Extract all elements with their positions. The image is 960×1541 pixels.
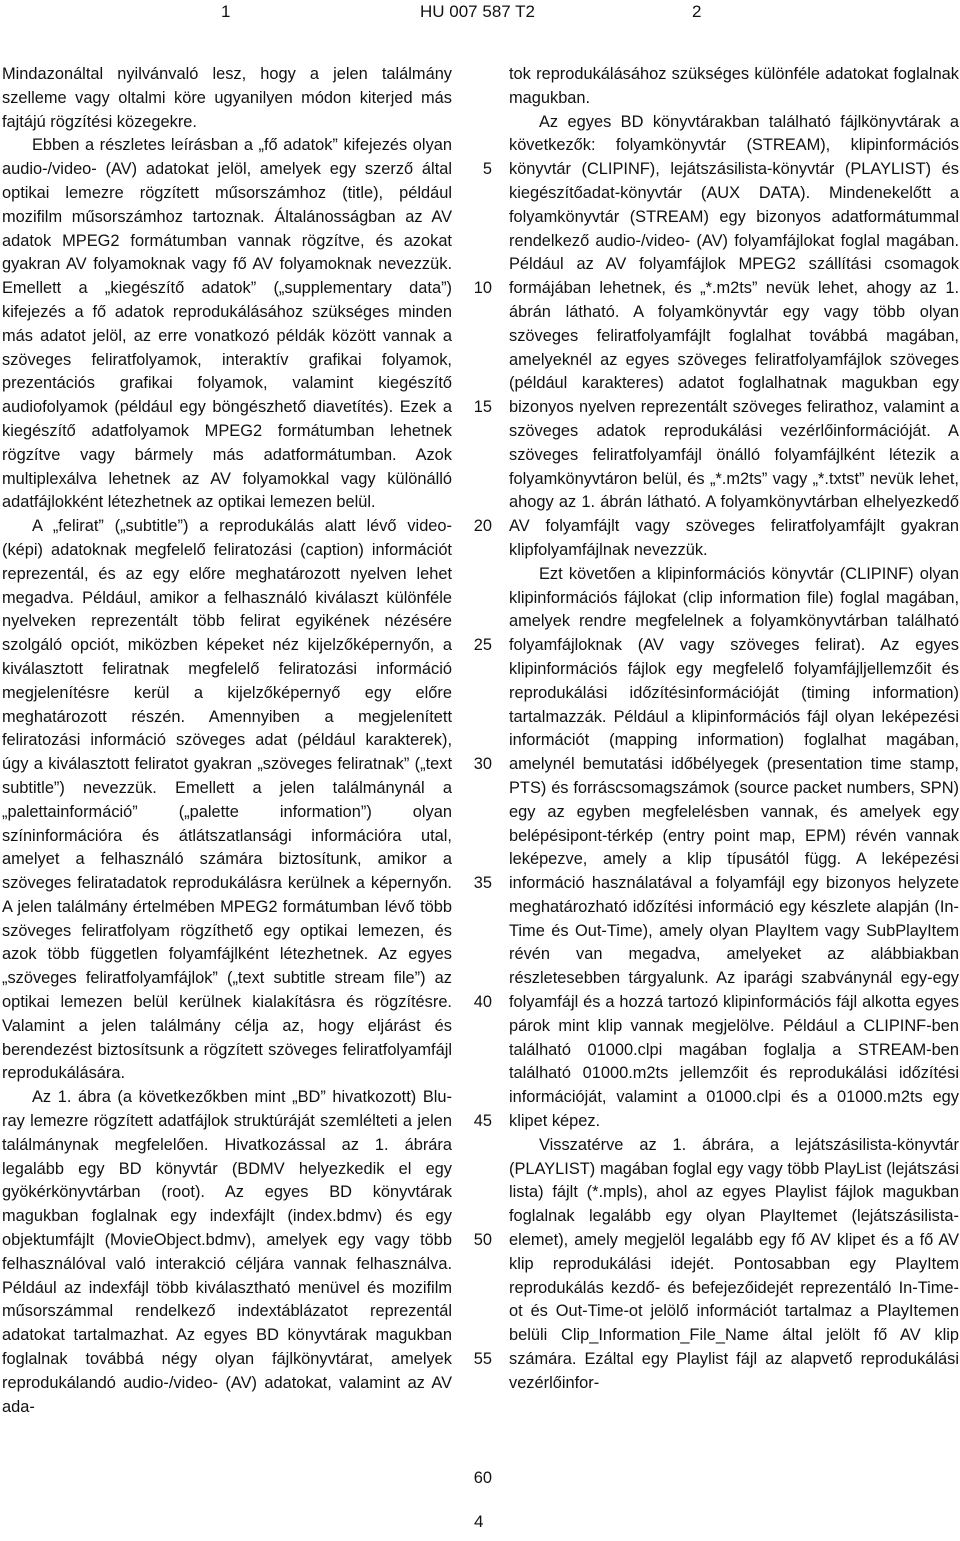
line-number: 45 [473,1112,492,1130]
line-number: 35 [473,874,492,892]
left-column [2,63,452,1419]
paragraph: Mindazonáltal nyilvánvaló lesz, hogy a jelen találmány szelleme vagy oltalmi köre ugyanilyen módon kiterjed más fajtájú rögzítési közegekre. [2,65,452,131]
line-number: 5 [482,160,492,178]
paragraph: Az egyes BD könyvtárakban található fájlkönyvtárak a következők: folyamkönyvtár (STREAM), klipinformációs könyvtár (CLIPINF), lejátszásilista-könyvtár (PLAYLIST) és kiegészítőadat-könyvtár (AUX DATA). Mindenekelőtt a folyamkönyvtár (STREAM) egy bizonyos adatformátummal rendelkező audio-/video- (AV) folyamfájlokat foglal magában. Például az AV folyamfájlok MPEG2 szállítási csomagok formájában lehetnek, és „*.m2ts” nevük lehet, ahogy az 1. ábrán látható. A folyamkönyvtár egy vagy több olyan szöveges feliratfolyamfájlt foglalhat továbbá magában, amelyeknél az egyes szöveges feliratfolyamfájlok szöveges (például karakteres) adatot foglalhatnak magukban egy bizonyos nyelven reprezentált szöveges felirathoz, valamint a szöveges adatok reprodukálási vezérlőinformációját. A szöveges feliratfolyamfájl önálló folyamfájlként létezik a folyamkönyvtáron belül, és „*.m2ts” vagy „*.txtst” nevük lehet, ahogy az 1. ábrán látható. A folyamkönyvtárban elhelyezkedő AV folyamfájlt vagy szöveges feliratfolyamfájlt gyakran klipfolyamfájlnak nevezzük. [509,112,959,559]
line-number: 60 [473,1469,492,1487]
paragraph: Ebben a részletes leírásban a „fő adatok” kifejezés olyan audio-/video- (AV) adatokat jelöl, amelyek egy szerző által optikai lemezre rögzített műsorszámhoz (title), például mozifilm műsorszámhoz tartoznak. Általánosságban az AV adatok MPEG2 formátumban vannak rögzítve, és azokat gyakran AV folyamoknak vagy fő AV folyamoknak nevezzük. Emellett a „kiegészítő adatok” („supplementary data”) kifejezés a fő adatok reprodukálásához szükséges minden más adatot jelöl, az erre vonatkozó példák között vannak a szöveges feliratfolyamok, interaktív grafikai folyamok, prezentációs grafikai folyamok, valamint kiegészítő audiofolyamok (például egy böngészhető diavetítés). Ezek a kiegészítő adatfolyamok MPEG2 formátumban lehetnek rögzítve vagy bármely más adatformátumban. Azok multiplexálva lehetnek az AV folyamokkal vagy különálló adatfájlokként létezhetnek az optikai lemezen belül. [2,136,452,512]
line-number: 50 [473,1231,492,1249]
right-page-number: 2 [692,2,702,21]
paragraph: Ezt követően a klipinformációs könyvtár (CLIPINF) olyan klipinformációs fájlokat (clip information file) foglal magában, amelyek rendre megfelelnek a folyamkönyvtárban található folyamfájloknak (AV vagy szöveges felirat). Az egyes klipinformációs fájlok egy megfelelő folyamfájljellemzőit és reprodukálási időzítésinformációját (timing information) tartalmazzák. Például a klipinformációs fájl olyan leképezési információt (mapping information) foglalhat magában, amelynél bemutatási időbélyegek (presentation time stamp, PTS) és forráscsomagszámok (source packet numbers, SPN) egy az egyben megfelelésben vannak, és amelyek egy belépésipont-térkép (entry point map, EPM) révén vannak leképezve, amely a klip típusától függ. A leképezési információ használatával a folyamfájl egy bizonyos helyzete meghatározható időzítési információ egy készlete alapján (In-Time és Out-Time), amely olyan PlayItem vagy SubPlayItem révén van megadva, amelyeket az alábbiakban részletesebben tárgyalunk. Az iparági szabványnál egy-egy folyamfájl és a hozzá tartozó klipinformációs fájl alkotta egyes párok mint klip vannak megjelölve. Például a CLIPINF-ben található 01000.clpi magában foglalja a STREAM-ben található 01000.m2ts jellemzőit és reprodukálási időzítési információját, valamint a 01000.clpi és a 01000.m2ts egy klipet képez. [509,564,959,1131]
page-footer-number: 4 [474,1512,484,1531]
line-number: 25 [473,636,492,654]
paragraph: tok reprodukálásához szükséges különféle adatokat foglalnak magukban. [509,65,959,107]
line-number: 40 [473,993,492,1011]
line-number: 15 [473,398,492,416]
line-number: 55 [473,1350,492,1368]
paragraph: Visszatérve az 1. ábrára, a lejátszásilista-könyvtár (PLAYLIST) magában foglal egy vagy több PlayList (lejátszási lista) fájlt (*.mpls), ahol az egyes Playlist fájlok magukban foglalnak legalább egy olyan PlayItemet (lejátszásilista-elemet), amely megjelöl legalább egy fő AV klipet és a fő AV klip reprodukálási idejét. Pontosabban egy PlayItem reprodukálás kezdő- és befejezőidejét reprezentáló In-Time-ot és Out-Time-ot jelölő információt tartalmaz a PlayItemen belüli Clip_Information_File_Name által jelölt fő AV klip számára. Ezáltal egy Playlist fájl az alapvető reprodukálási vezérlőinfor- [509,1135,959,1392]
line-number: 10 [473,279,492,297]
paragraph: A „felirat” („subtitle”) a reprodukálás alatt lévő video- (képi) adatoknak megfelelő feliratozási (caption) információt reprezentál, és az egy előre meghatározott nyelven lehet megadva. Például, amikor a felhasználó kiválaszt különféle nyelveken reprezentált több felirat egyikének nézésére szolgáló opciót, miközben képeket néz kijelzőképernyőn, a kiválasztott feliratnak megfelelő feliratozási információ megjelenítésre kerül a kijelzőképernyő egy előre meghatározott részén. Amennyiben a megjelenített feliratozási információ szöveges adat (például karakterek), úgy a kiválasztott feliratot gyakran „szöveges feliratnak” („text subtitle”) nevezzük. Emellett a jelen találmánynál a „palettainformáció” („palette information”) olyan színinformációra és átlátszatlansági információra utal, amelyet a felhasználó számára biztosítunk, amikor a szöveges feliratadatok reprodukálásra kerülnek a képernyőn. A jelen találmány értelmében MPEG2 formátumban lévő több szöveges feliratfolyam rögzíthető egy optikai lemezen, és azok több független folyamfájlként létezhetnek. Az egyes „szöveges feliratfolyamfájlok” („text subtitle stream file”) az optikai lemezen belül kerülnek kialakításra és rögzítésre. Valamint a jelen találmány célja az, hogy eljárást és berendezést biztosítsunk a rögzített szöveges feliratfolyamfájl reprodukálására. [2,517,452,1083]
line-number: 20 [473,517,492,535]
paragraph: Az 1. ábra (a következőkben mint „BD” hivatkozott) Blu-ray lemezre rögzített adatfájlok struktúráját szemlélteti a jelen találmánynak megfelelően. Hivatkozással az 1. ábrára legalább egy BD könyvtár (BDMV helyezkedik el egy gyökérkönyvtárban (root). Az egyes BD könyvtárak magukban foglalnak egy indexfájlt (index.bdmv) és egy objektumfájlt (MovieObject.bdmv), amelyek egy vagy több felhasználóval való interakció céljára vannak felhasználva. Például az indexfájl több kiválasztható menüvel és mozifilm műsorszámmal rendelkező indextáblázatot reprezentál adatokat tartalmazhat. Az egyes BD könyvtárak magukban foglalnak továbbá négy olyan fájlkönyvtárat, amelyek reprodukálandó audio-/video- (AV) adatokat, valamint az AV ada- [2,1088,452,1416]
line-number: 30 [473,755,492,773]
page-header [0,0,960,30]
publication-number: HU 007 587 T2 [420,2,535,21]
left-page-number: 1 [221,2,231,21]
right-column [509,63,959,1396]
